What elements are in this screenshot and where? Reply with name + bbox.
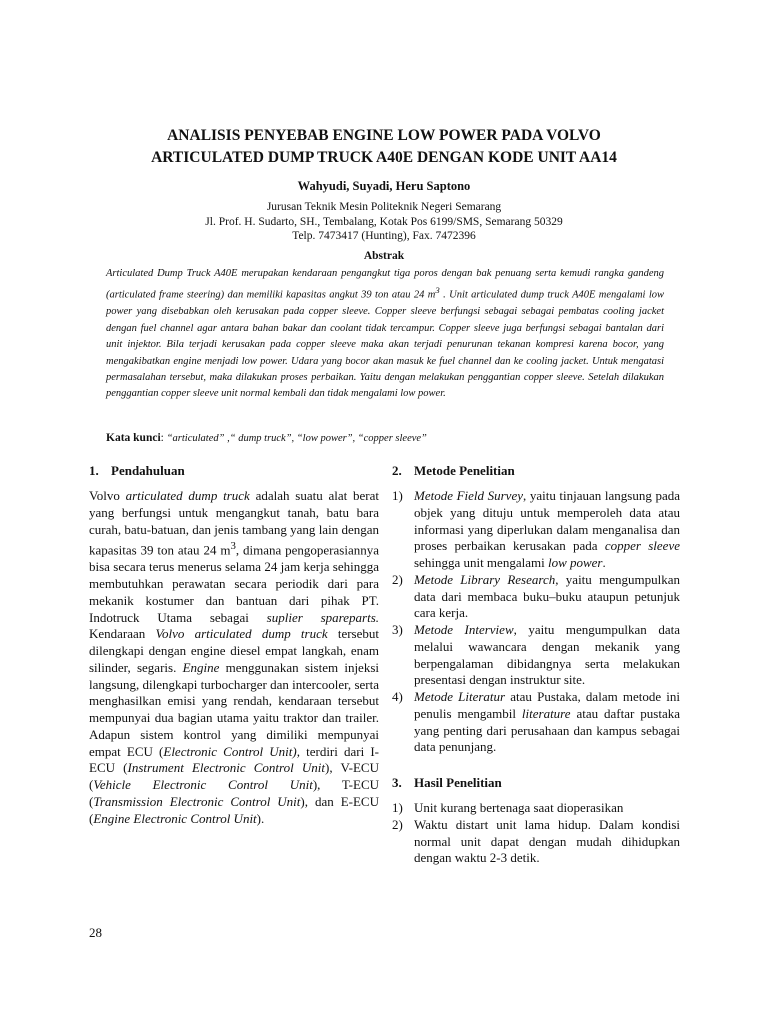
text-run-italic: Metode Literatur [414,689,506,704]
text-run: ), dan E-ECU ( [89,793,379,826]
text-run: ). [256,810,265,826]
text-run: tersebut dilengkapi dengan engine diesel empat langkah, enam silinder, segaris. [89,626,379,675]
section-1-number: 1. [89,463,99,478]
text-run-italic: Vehicle Electronic Control Unit [93,777,313,793]
text-run-italic: copper sleeve [604,538,680,554]
title-line-1: ANALISIS PENYEBAB ENGINE LOW POWER PADA VOLVO [167,127,601,144]
abstract-superscript: 3 [435,285,440,296]
text-run-italic: suplier spareparts. [266,609,379,625]
title-line-2: ARTICULATED DUMP TRUCK A40E DENGAN KODE UNIT AA14 [151,149,617,166]
text-run-italic: Metode Field Survey [414,488,523,503]
text-run: terdiri dari I-ECU ( [89,743,380,776]
abstract-text-part-2: . Unit articulated dump truck A40E mengalami low power yang disebabkan oleh kerusakan pada copper sleeve. Copper sleeve berfungsi sebagai sebagai pembatas cooling jacket dengan fuel channel agar antara bahan bakar dan coolant tidak tercampur. Copper sleeve juga berfungsi sebagai bantalan dari unit injektor. Bila terjadi kerusakan pada copper sleeve maka akan terjadi penurunan tekanan kompresi karena bocor, yang mengakibatkan engine menjadi low power. Udara yang bocor akan masuk ke fuel channel dan ke cooling jacket. Untuk mengatasi permasalahan tersebut, maka dilakukan proses perbaikan. Yaitu dengan melakukan penggantian copper sleeve. Setelah dilakukan penggantian copper sleeve unit normal kembali dan tidak mengalami low power. [106,289,664,400]
list-marker: 1) [392,800,403,815]
text-run-italic: Transmission Electronic Control Unit [93,793,301,809]
section-3-number: 3. [392,775,402,790]
list-item [392,689,680,756]
text-run-italic: literature [521,705,571,721]
affiliation-block [60,200,708,244]
superscript: 3 [230,540,236,553]
keywords-separator: : [160,432,167,444]
text-run: Kendaraan [89,626,156,642]
section-3 [392,774,680,867]
text-run: ), V-ECU ( [89,760,379,793]
text-run-italic: Engine [182,659,220,675]
list-item [392,800,680,817]
section-1-paragraph [89,488,379,827]
text-run: ), T-ECU ( [89,777,380,809]
text-run: , yaitu tinjauan langsung pada objek yang dituju untuk memperoleh data atau informasi yang diperlukan dalam menganalisa dan proses perbaikan kerusakan pada [414,488,680,554]
results-list [392,800,680,867]
abstract-text-part-1: Articulated Dump Truck A40E merupakan kendaraan pengangkut tiga poros dengan bak penuang serta kemudi rangka gandeng (articulated frame steering) dan memiliki kapasitas angkut 39 ton atau 24 m [106,268,664,301]
text-run: atau Pustaka, dalam metode ini penulis mengambil [414,689,681,721]
text-run: , dimana pengoperasiannya bisa secara terus menerus selama 24 jam kerja sehingga membutuhkan perawatan secara periodik dari para mekanik kostumer dan bantuan dari pihak PT. Indotruck Utama sebagai [89,542,379,625]
list-item [392,572,680,622]
text-run-italic: Metode Interview [414,622,514,637]
keywords-value: “articulated” ,“ dump truck”, “low power”, “copper sleeve” [166,433,427,444]
list-marker: 2) [392,816,403,832]
section-3-heading [392,774,680,792]
method-list [392,488,680,756]
text-run-italic: low power [547,555,603,570]
text-run: adalah suatu alat berat yang berfungsi untuk mengangkut tanah, batu bara curah, batu-batuan, dan jenis tambang yang lain dengan kapasitas 39 ton atau 24 m [89,488,380,558]
section-2-title: Metode Penelitian [414,463,515,478]
section-2-number: 2. [392,463,402,478]
abstract-heading: Abstrak [363,250,405,262]
text-run-italic: articulated dump truck [125,488,250,503]
text-run: Unit kurang bertenaga saat dioperasikan [414,800,624,815]
list-marker: 1) [392,488,403,503]
left-column [89,462,379,827]
text-run: atau daftar pustaka yang penting dari perusahaan dan kampus sebagai data penunjang. [414,705,680,755]
section-2-heading [392,462,680,480]
abstract-text [106,266,664,403]
text-run: sehingga unit mengalami [414,555,548,570]
author-list: Wahyudi, Suyadi, Heru Saptono [297,179,471,193]
keywords-label: Kata kunci [106,432,161,444]
list-marker: 2) [392,571,403,587]
affiliation-contact: Telp. 7473417 (Hunting), Fax. 7472396 [292,230,476,242]
list-marker: 4) [392,689,403,704]
section-1-title: Pendahuluan [111,463,185,478]
text-run: Volvo [89,488,126,503]
text-run-italic: Instrument Electronic Control Unit [127,760,325,776]
affiliation-address: Jl. Prof. H. Sudarto, SH., Tembalang, Kotak Pos 6199/SMS, Semarang 50329 [205,215,563,228]
text-run-italic: Volvo articulated dump truck [155,626,328,642]
list-marker: 3) [392,622,403,637]
text-run-italic: Electronic Control Unit), [163,743,300,759]
page-number: 28 [89,925,102,940]
paper-title [60,125,708,169]
text-run: Waktu distart unit lama hidup. Dalam kondisi normal unit dapat dengan mudah dihidupkan dengan waktu 2-3 detik. [414,816,680,866]
text-run: , yaitu mengumpulkan data dari membaca buku–buku ataupun petunjuk cara kerja. [414,571,680,621]
text-run: . [602,555,606,570]
text-run-italic: Engine Electronic Control Unit [93,810,257,826]
text-run: , yaitu mengumpulkan data melalui wawancara dengan mekanik yang berpengalaman dibidangnya serta melakukan presentasi dengan instruktur site. [414,622,680,688]
keywords-line [106,432,666,444]
text-run: menggunakan sistem injeksi langsung, dilengkapi turbocharger dan intercooler, serta menghasilkan emisi yang rendah, kendaraan tersebut mempunyai dua bagian utama yaitu traktor dan trailer. Adapun sistem kontrol yang dimiliki mempunyai empat ECU ( [89,659,380,759]
right-column [392,462,680,867]
list-item [392,622,680,689]
affiliation-line: Jurusan Teknik Mesin Politeknik Negeri Semarang [266,201,502,213]
section-1-heading [89,462,379,480]
list-item [392,488,680,572]
section-3-title: Hasil Penelitian [414,775,502,790]
text-run-italic: Metode Library Research [414,571,556,587]
list-item [392,817,680,867]
